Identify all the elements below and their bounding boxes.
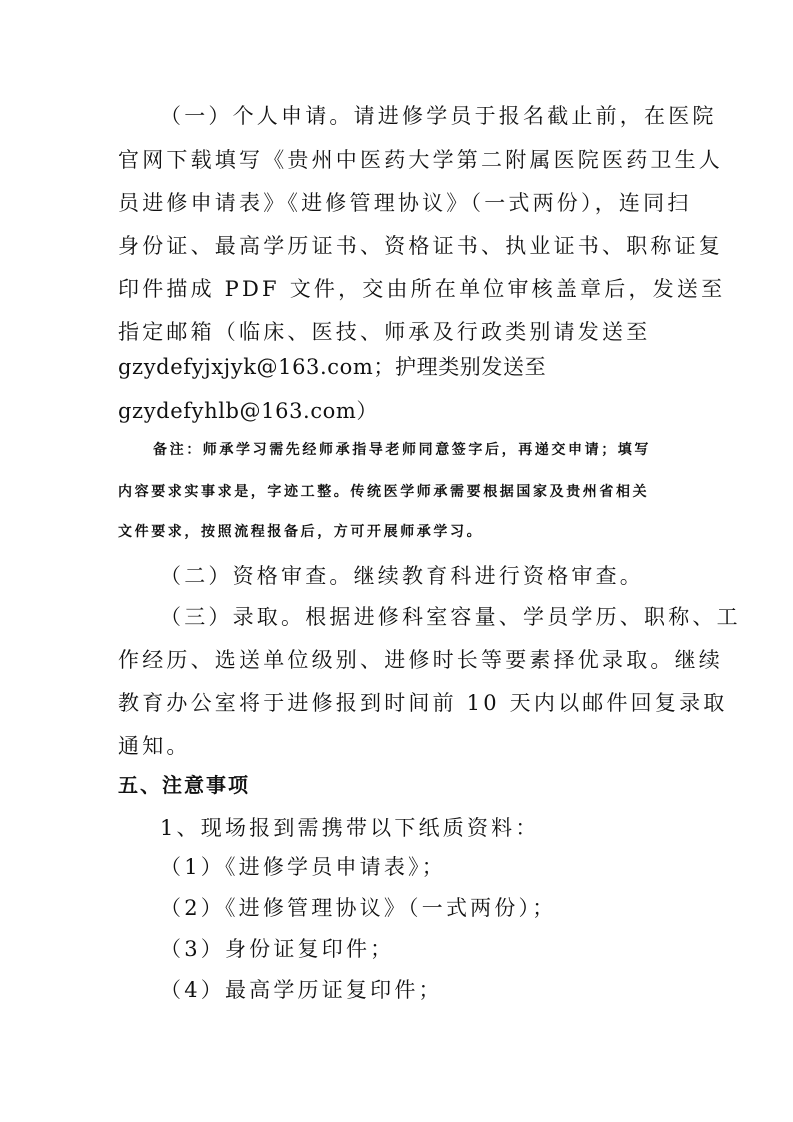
step1-line-2: 官网下载填写《贵州中医药大学第二附属医院医药卫生人 — [118, 148, 723, 172]
step1-line-6: 指定邮箱（临床、医技、师承及行政类别请发送至 — [118, 320, 651, 344]
section5-item-2: （2）《进修管理协议》（一式两份）； — [160, 896, 557, 920]
note-line-3: 文件要求，按照流程报备后，方可开展师承学习。 — [118, 524, 484, 540]
step1-email-nursing: gzydefyhlb@163.com） — [118, 399, 379, 423]
section5-item-4: （4）最高学历证复印件； — [160, 978, 443, 1002]
note-line-1: 备注：师承学习需先经师承指导老师同意签字后，再递交申请；填写 — [153, 442, 651, 458]
step3-line-4: 通知。 — [118, 734, 191, 758]
step1-line-3: 员进修申请表》《进修管理协议》（一式两份），连同扫 — [118, 191, 692, 215]
step2-line-1: （二）资格审查。继续教育科进行资格审查。 — [160, 564, 644, 588]
section5-heading: 五、注意事项 — [118, 773, 250, 797]
step3-line-2: 作经历、选送单位级别、进修时长等要素择优录取。继续 — [118, 648, 723, 672]
note-line-2: 内容要求实事求是，字迹工整。传统医学师承需要根据国家及贵州省相关 — [118, 484, 650, 500]
step3-line-1: （三）录取。根据进修科室容量、学员学历、职称、工 — [160, 605, 741, 629]
section5-item-1: （1）《进修学员申请表》； — [160, 855, 446, 879]
step1-line-1: （一）个人申请。请进修学员于报名截止前，在医院 — [160, 104, 717, 128]
step1-line-4: 身份证、最高学历证书、资格证书、执业证书、职称证复 — [118, 234, 723, 258]
step1-email-clinical: gzydefyjxjyk@163.com；护理类别发送至 — [118, 355, 547, 379]
section5-intro: 1、现场报到需携带以下纸质资料： — [160, 816, 540, 840]
section5-item-3: （3）身份证复印件； — [160, 937, 395, 961]
step3-line-3: 教育办公室将于进修报到时间前 10 天内以邮件回复录取 — [118, 691, 728, 715]
step1-line-5: 印件描成 PDF 文件，交由所在单位审核盖章后，发送至 — [118, 277, 726, 301]
